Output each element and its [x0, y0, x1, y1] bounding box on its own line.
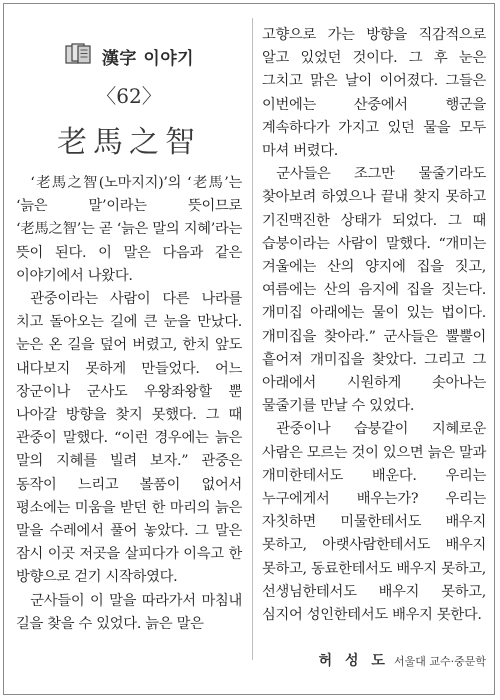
author-byline [319, 650, 486, 670]
paragraph: 관중이라는 사람이 다른 나라를 치고 돌아오는 길에 큰 눈을 만났다. 눈은 온 길을 덮어 버렸고, 한치 앞도 내다보지 못하게 만들었다. 어느 장군이나 군사도 우왕좌왕할 뿐 나아갈 방향을 찾지 못했다. 그 때 관중이 말했다. “이런 경우에는 늙은 말의 지혜를 빌려 보자.” 관중은 동작이 느리고 볼품이 없어서 평소에는 미움을 받던 한 마리의 늙은 말을 수레에서 풀어 놓았다. 그 말은 잠시 이곳 저곳을 살피다가 이윽고 한 방향으로 걷기 시작하였다. [16, 291, 242, 586]
series-title: 漢字 이야기 [101, 48, 195, 69]
book-scroll-icon [64, 42, 94, 70]
paragraph: 군사들은 조그만 물줄기라도 찾아보려 하였으나 끝내 찾지 못하고 기진맥진한 상태가 되었다. 그 때 습붕이라는 사람이 말했다. “개미는 겨울에는 산의 양지에 집을 짓고, 여름에는 산의 음지에 집을 짓는다. 개미집 아래에는 물이 있는 법이다. 개미집을 찾아라.” 군사들은 뿔뿔이 흩어져 개미집을 찾았다. 그리고 그 아래에서 시원하게 솟아나는 물줄기를 만날 수 있었다. [262, 166, 486, 415]
right-column [262, 24, 486, 669]
column-divider [252, 18, 253, 660]
paragraph: 군사들이 이 말을 따라가서 마침내 길을 찾을 수 있었다. 늙은 말은 [16, 592, 242, 632]
article-headline: 老馬之智 [57, 125, 201, 160]
paragraph: 관중이나 습붕같이 지혜로운 사람은 모르는 것이 있으면 늙은 말과 개미한테서도 배운다. 우리는 누구에게서 배우는가? 우리는 자칫하면 미물한테서도 배우지 못하고, 아랫사람한테서도 배우지 못하고, 동료한테서도 배우지 못하고, 선생님한테서도 배우지 못하고, 심지어 성인한테서도 배우지 못한다. [262, 421, 486, 624]
series-row [16, 42, 242, 70]
episode-number: 〈62〉 [96, 84, 162, 108]
author-name: 허 성 도 [318, 653, 389, 669]
column-header [16, 42, 242, 172]
author-affiliation: 서울대 교수·중문학 [393, 655, 486, 668]
paragraph: 고향으로 가는 방향을 직감적으로 알고 있었던 것이다. 그 후 눈은 그치고 맑은 날이 이어졌다. 그들은 이번에는 산중에서 행군을 계속하다가 가지고 있던 물을 모두 마셔 버렸다. [262, 27, 486, 160]
paragraph: ‘老馬之智(노마지지)’의 ‘老馬’는 ‘늙은 말’이라는 뜻이므로 ‘老馬之智’는 곧 ‘늙은 말의 지혜’라는 뜻이 된다. 이 말은 다음과 같은 이야기에서 나왔다. [16, 175, 242, 284]
left-column [16, 24, 242, 636]
